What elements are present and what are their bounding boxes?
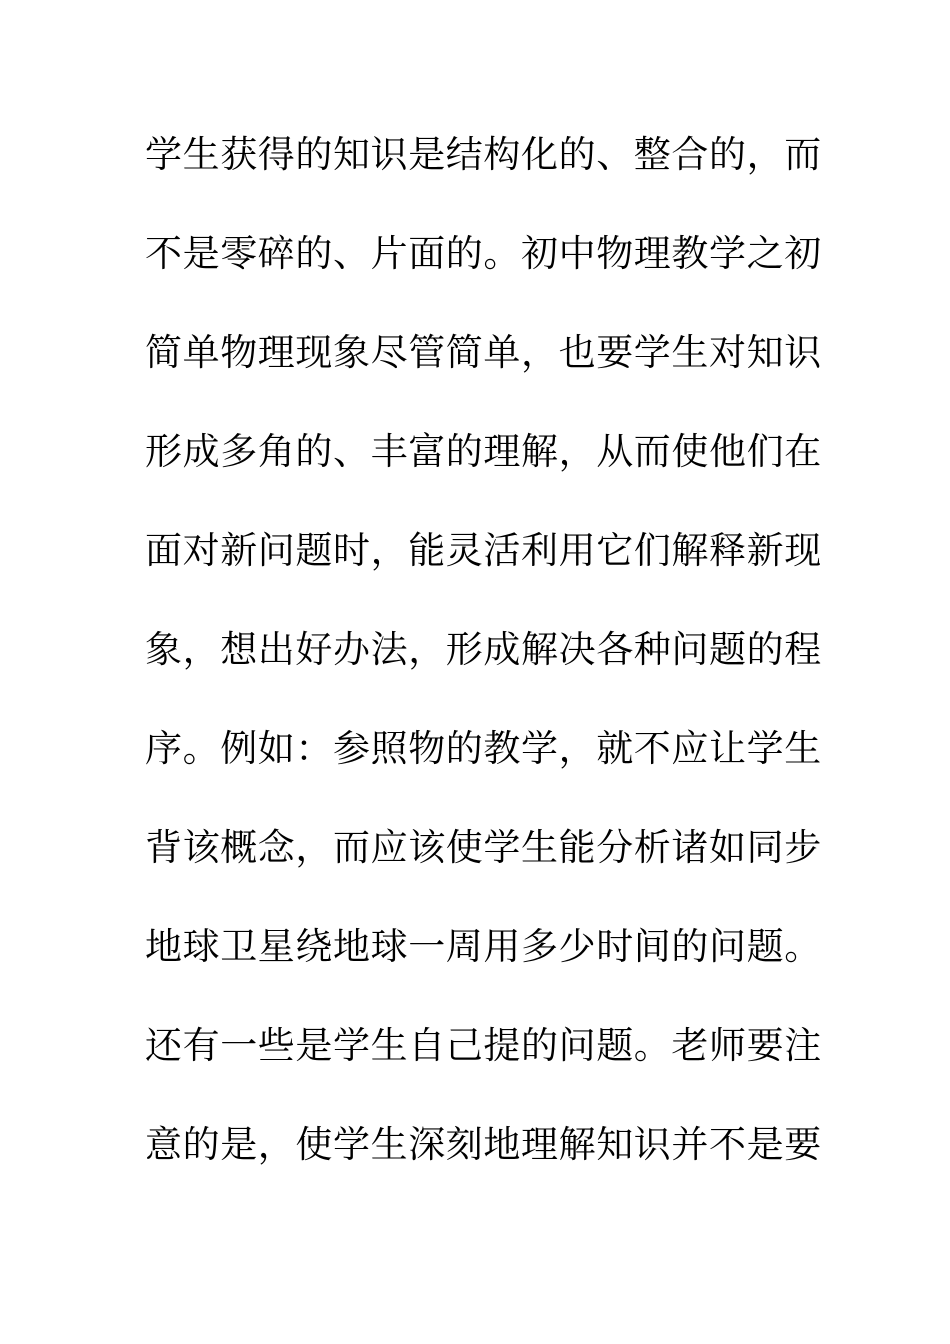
text-line-2: 不是零碎的、片面的。初中物理教学之初 [145, 232, 822, 275]
text-line-5: 面对新问题时，能灵活利用它们解释新现 [145, 529, 822, 572]
text-line-9: 地球卫星绕地球一周用多少时间的问题。 [145, 925, 822, 968]
text-line-4: 形成多角的、丰富的理解，从而使他们在 [145, 430, 822, 473]
text-line-6: 象，想出好办法，形成解决各种问题的程 [145, 628, 822, 671]
text-line-7: 序。例如：参照物的教学，就不应让学生 [145, 727, 822, 770]
text-line-1: 学生获得的知识是结构化的、整合的，而 [145, 133, 822, 176]
text-line-10: 还有一些是学生自己提的问题。老师要注 [145, 1024, 822, 1067]
text-line-11: 意的是，使学生深刻地理解知识并不是要 [145, 1123, 822, 1166]
body-paragraph [145, 127, 822, 1216]
text-line-3: 简单物理现象尽管简单，也要学生对知识 [145, 331, 822, 374]
text-line-8: 背该概念，而应该使学生能分析诸如同步 [145, 826, 822, 869]
